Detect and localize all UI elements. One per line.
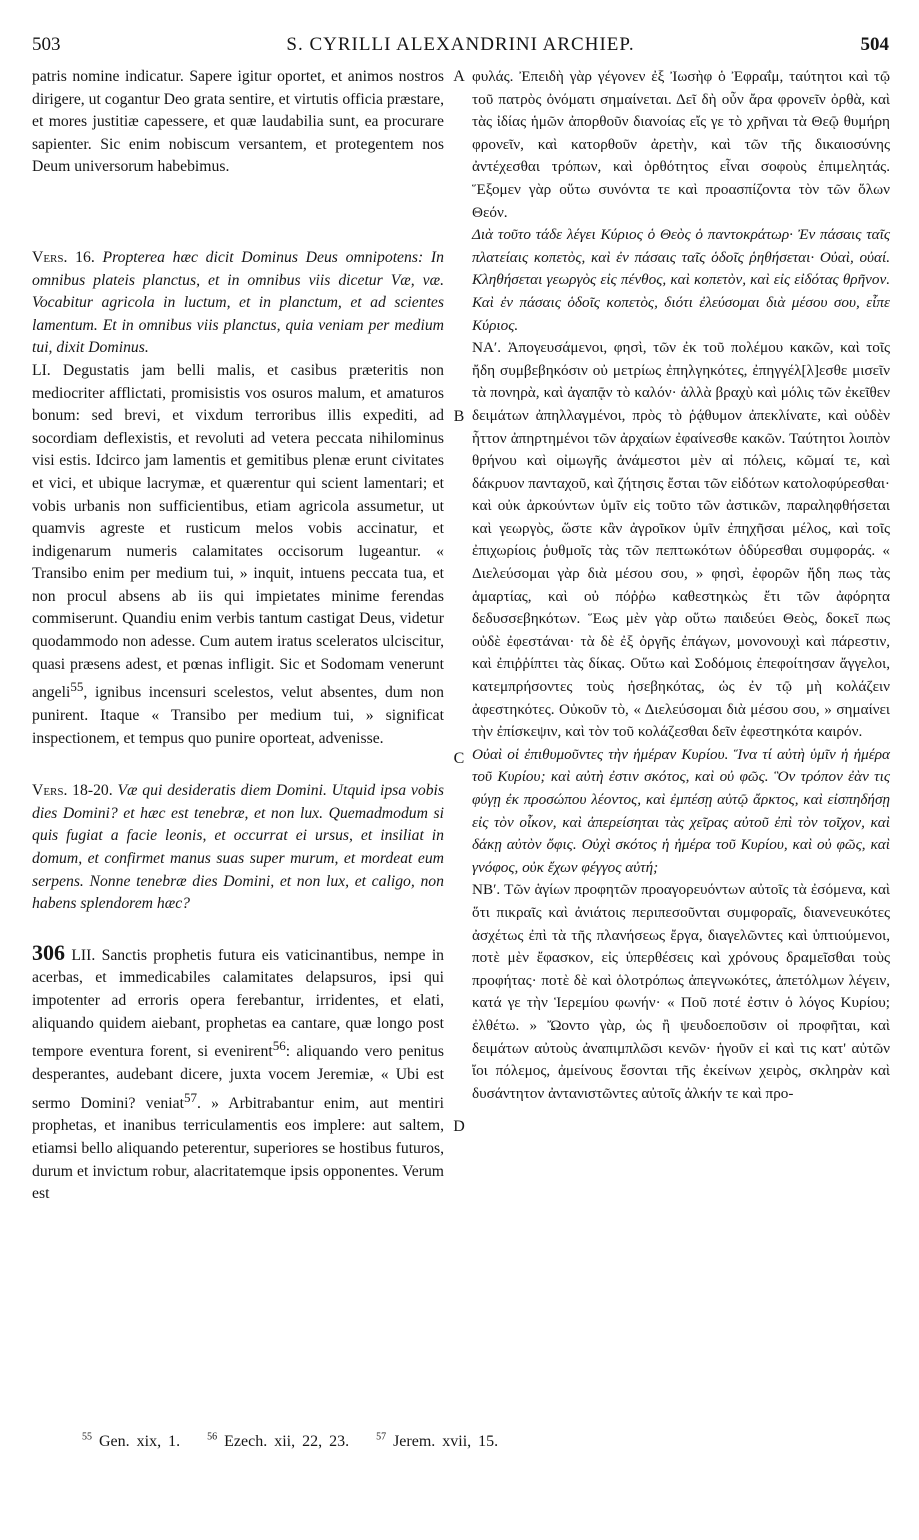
footnote-ref: 56 [272,1038,286,1054]
greek-section-na [472,337,890,744]
section-text: Degustatis jam belli malis, et casibus præteritis non mediocriter afflictati, promisistis vos osuros malum, et amaturos bonum: sed brevi, et vixdum terroribus illis expediti, ad socordiam deflexistis, et revoluti ad vetera peccata nihilominus visi estis. Idcirco jam lamentis et gemitibus plenæ erunt civitates et vici, et ubique lacrymæ, et quærentur qui scient lamentari; et vobis urbanis non sufficientibus, etiam agricola assumetur, ut quamvis agreste et rusticum melos vobis accinatur, et indigenarum numeris calamitates occisorum lugeantur. « Transibo enim per medium tui, » inquit, intuens peccata tua, et non procul absens ab iis qui impietates minime ferendas commiserunt. Quandiu enim verbis tantum castigat Deus, videtur quodammodo non adesse. Cum autem iratus sceleratos ulciscitur, quasi præsens adest, et pœnas infligit. Sic et Sodomam venerunt angeli [32,361,444,702]
section-text: . » Arbitrabantur enim, aut mentiri prophetas, et inanibus terriculamentis eos implere: aut saltem, etiamsi bello aliquando peterentur, superiores se hostibus futuros, durum et invictum robur, alacritatemque ipsis opponentes. Verum est [32,1094,444,1203]
margin-letter-d: D [453,1118,465,1135]
latin-verse-16 [32,247,444,360]
latin-section-lii [32,939,445,1206]
footnote-ref: 57 [183,1089,198,1105]
margin-letter-c: C [453,750,465,767]
section-number: LI. [32,361,51,379]
verse-label: Vers. 16. [32,248,95,266]
margin-letters [449,0,469,1540]
footnote-ref: 55 [70,679,84,695]
section-text: : aliquando vero penitus desperantes, audebant dicere, juxta vocem Jeremiæ, « Ubi est sermo Domini? veniat [32,1043,444,1112]
verse-label: Vers. 18-20. [32,782,113,800]
section-text: Ἀπογευσάμενοι, φησὶ, τῶν ἐκ τοῦ πολέμου κακῶν, καὶ τοῖς ἤδη συμβεβηκόσιν οὐ μετρίως ἐπηλγηκότες, ἐπηγγέλ[λ]εσθε μισεῖν τὰ πονηρὰ, καὶ ἀγαπᾷν τὸ καλόν· ἀλλὰ βραχὺ καὶ μόλις τῶν ἐκεῖθεν δειμάτων ἀπηλλαγμένοι, πρὸς τὸ ῥᾴθυμον ἀπεκλίνατε, καὶ οὐδὲν ἧττον ἀπηρτημένοι τῶν ἀρχαίων ἐφαίνεσθε κακῶν. Ταύτητοι λοιπὸν θρήνου καὶ οἰμωγῆς ἀνάμεστοι μὲν αἱ πόλεις, κῶμαί τε, καὶ δάκρυον πανταχοῦ, καὶ ζήτησις ἔσται τῶν εἰδότων κατολοφύρεσθαι· καὶ οὐκ ἀρκούντων ὑμῖν εἰς τοῦτο τῶν ἀστικῶν, παραληφθήσεται καὶ γεωργὸς, ὥστε κἂν ἀγροῖκον ὑμῖν ἐπηχῆσαι μέλος, καὶ τοῖς ἐπιχωρίοις ῥυθμοῖς τὰς τῶν πεπτωκότων ὀδύρεσθαι συμφοράς. « Διελεύσομαι γὰρ διὰ μέσου σου, » φησὶ, ἐφορῶν ἤδη πως τὰς ἁμαρτίας, καὶ οὐ πόῤῥω καθεστηκὼς ἔτι τῶν ἀφόρητα δεδυσσεβηκότων. Ἕως μὲν γὰρ οὕτω παιδεύει Θεὸς, δοκεῖ πως οὐδὲ ἐφεστάναι· τὰ δὲ ἐξ ὀργῆς ἐπάγων, μονονουχὶ καὶ πάρεστιν, καὶ ἐπιῤῥίπτει τὰς δίκας. Οὕτω καὶ Σοδόμοις ἐπεφοίτησαν ἄγγελοι, κατεμπρήσοντες τοὺς ἠσεβηκότας, ὡς ἐν τῷ μὴ κολάζειν ἀφεστηκότες. Οὐκοῦν τὸ, « Διελεύσομαι διὰ μέσου σου, » σημαίνει τὴν ἐπίσκεψιν, καὶ τὸν τοῦ κολάζεσθαι δεῖν ἐφεστηκότα καιρόν. [472,339,891,741]
verse-text: Væ qui desideratis diem Domini. Utquid ipsa vobis dies Domini? et hæc est tenebræ, et non lux. Quemadmodum si quis fugiat a facie leonis, et occurrat ei ursus, et insiliat in domum, et confirmet manus suas super murum, et mordeat eum serpens. Nonne tenebræ dies Domini, et non lux, et caligo, non habens splendorem hæc? [32,782,445,913]
page-number-right: 504 [860,34,889,55]
latin-verse-18 [32,780,444,916]
running-title: S. CYRILLI ALEXANDRINI ARCHIEP. [286,34,635,55]
margin-letter-b: B [453,408,465,425]
footnotes [82,1432,518,1451]
latin-section-li [32,360,444,750]
page-number-left: 503 [32,34,61,55]
footnote: $^{55}$ Gen. xix, 1. [82,1432,181,1451]
latin-paragraph-1: patris nomine indicatur. Sapere igitur oportet, et animos nostros dirigere, ut cogantur Deo grata sentire, et virtutis officia præstare, et mores justitiæ capessere, et quæ laudabilia sunt, ea procurare sapienter. Sic enim nobiscum versantem, et protegentem nos Deum universorum habebimus. [32,68,444,176]
verse-text: Propterea hæc dicit Dominus Deus omnipotens: In omnibus plateis planctus, et in omnibus viis dicetur Væ, væ. Vocabitur agricola in luctum, et in planctum, et ad scientes lamentum. Et in omnibus viis planctus, quia veniam per medium tui, dixit Dominus. [32,248,444,357]
margin-letter-a: A [453,68,465,85]
section-text: Τῶν ἁγίων προφητῶν προαγορευόντων αὐτοῖς τὰ ἐσόμενα, καὶ ὅτι πικραῖς καὶ ἀνιάτοις περιπεσοῦνται συμφοραῖς, διανενευκότες ἀσχέτως ἐπὶ τὰ τῆς πλανήσεως ἔργα, διαγελῶντες καὶ ὑπτιούμενοι, ποτὲ μὲν ἔφασκον, εἰς ὑπερθέσεις καὶ χρόνους δραμεῖσθαι τοὺς προφήτας· ποτὲ δὲ καὶ ὁλοτρόπως ἀπεγνωκότες, ἀπετόλμων λέγειν, κατά γε τὴν Ἱερεμίου φωνήν· « Ποῦ ποτέ ἐστιν ὁ λόγος Κυρίου; ἐλθέτω. » Ὤοντο γὰρ, ὡς ἢ ψευδοεποῦσιν οἱ προφῆται, καὶ δειμάτων αὐτοὺς ἀναπιμπλῶσι κενῶν· ἡγοῦν εἰ καὶ τις κατ' αὐτῶν ἴοι πόλεμος, ἀμείνους ἔσονται τῆς ἐκείνων χειρὸς, σκληρὰν καὶ δυσάντητον ἀντανιστῶντες αὐτοῖς ἀλκήν τε καὶ προ- [472,881,890,1102]
greek-section-nb [472,879,890,1105]
greek-paragraph-1: φυλάς. Ἐπειδὴ γὰρ γέγονεν ἐξ Ἰωσὴφ ὁ Ἐφραΐμ, ταύτητοι καὶ τῷ τοῦ πατρὸς ὀνόματι σημαίνεται. Δεῖ δὴ οὖν ἄρα φρονεῖν ὀρθὰ, καὶ τὰς ἰδίας ἡμῶν ἀπορθοῦν διανοίας εἴς γε τὸ χρῆναι τὰ Θεῷ θυμήρη φρονεῖν, καὶ κατορθοῦν ἀρετὴν, καὶ τῶν τῆς δικαιοσύνης ἀντέχεσθαι τρόπων, καὶ ὀρθότητος εἶναι σοφοὺς ἐπιμελητάς. Ἕξομεν γὰρ οὕτω συνόντα τε καὶ προασπίζοντα τὸν τῶν ὅλων Θεόν. [472,68,890,221]
footnote: $^{57}$ Jerem. xvii, 15. [376,1432,499,1451]
greek-column [472,66,890,1105]
footnote: $^{56}$ Ezech. xii, 22, 23. [207,1432,350,1451]
section-number: ΝΑʹ. [472,339,502,357]
section-number: LII. [71,946,96,964]
column-number: 306 [32,939,65,965]
section-text: , ignibus incensuri scelestos, velut absentes, dum non punirent. Itaque « Transibo per medium tui, » significat inspectionem, et tempus quo punire oporteat, advenisse. [32,684,444,747]
latin-column [32,66,444,1206]
greek-verse-18: Οὐαὶ οἱ ἐπιθυμοῦντες τὴν ἡμέραν Κυρίου. Ἵνα τί αὐτὴ ὑμῖν ἡ ἡμέρα τοῦ Κυρίου; καὶ αὐτὴ ἐστιν σκότος, καὶ οὐ φῶς. Ὃν τρόπον ἐὰν τις φύγῃ ἐκ προσώπου λέοντος, καὶ ἐμπέσῃ αὐτῷ ἄρκτος, καὶ εἰσπηδήσῃ εἰς τὸν οἶκον, καὶ ἀπερείσηται τὰς χεῖρας αὐτοῦ ἐπὶ τὸν τοῖχον, καὶ δάκῃ αὐτὸν ὄφις. Οὐχὶ σκότος ἡ ἡμέρα τοῦ Κυρίου, καὶ οὐ φῶς, καὶ γνόφος, οὐκ ἔχων φέγγος αὐτή; [472,745,890,876]
greek-verse-16: Διὰ τοῦτο τάδε λέγει Κύριος ὁ Θεὸς ὁ παντοκράτωρ· Ἐν πάσαις ταῖς πλατείαις κοπετὸς, καὶ ἐν πάσαις ταῖς ὁδοῖς ῥηθήσεται· Οὐαὶ, οὐαί. Κληθήσεται γεωργὸς εἰς πένθος, καὶ κοπετὸν, καὶ εἰς εἰδότας θρῆνον. Καὶ ἐν πάσαις ὁδοῖς κοπετὸς, διότι ἐλεύσομαι διὰ μέσου σου, εἶπε Κύριος. [472,226,890,334]
section-number: ΝΒʹ. [472,881,501,899]
section-text: Sanctis prophetis futura eis vaticinantibus, nempe in acerbas, et immedicabiles calamitates delapsuros, ipsi qui impotenter ad erroris opera ferebantur, irridentes, et elati, aliquando quidem aiebant, prophetas ea cantare, quæ longo post tempore eventura forent, si evenirent [32,946,445,1061]
